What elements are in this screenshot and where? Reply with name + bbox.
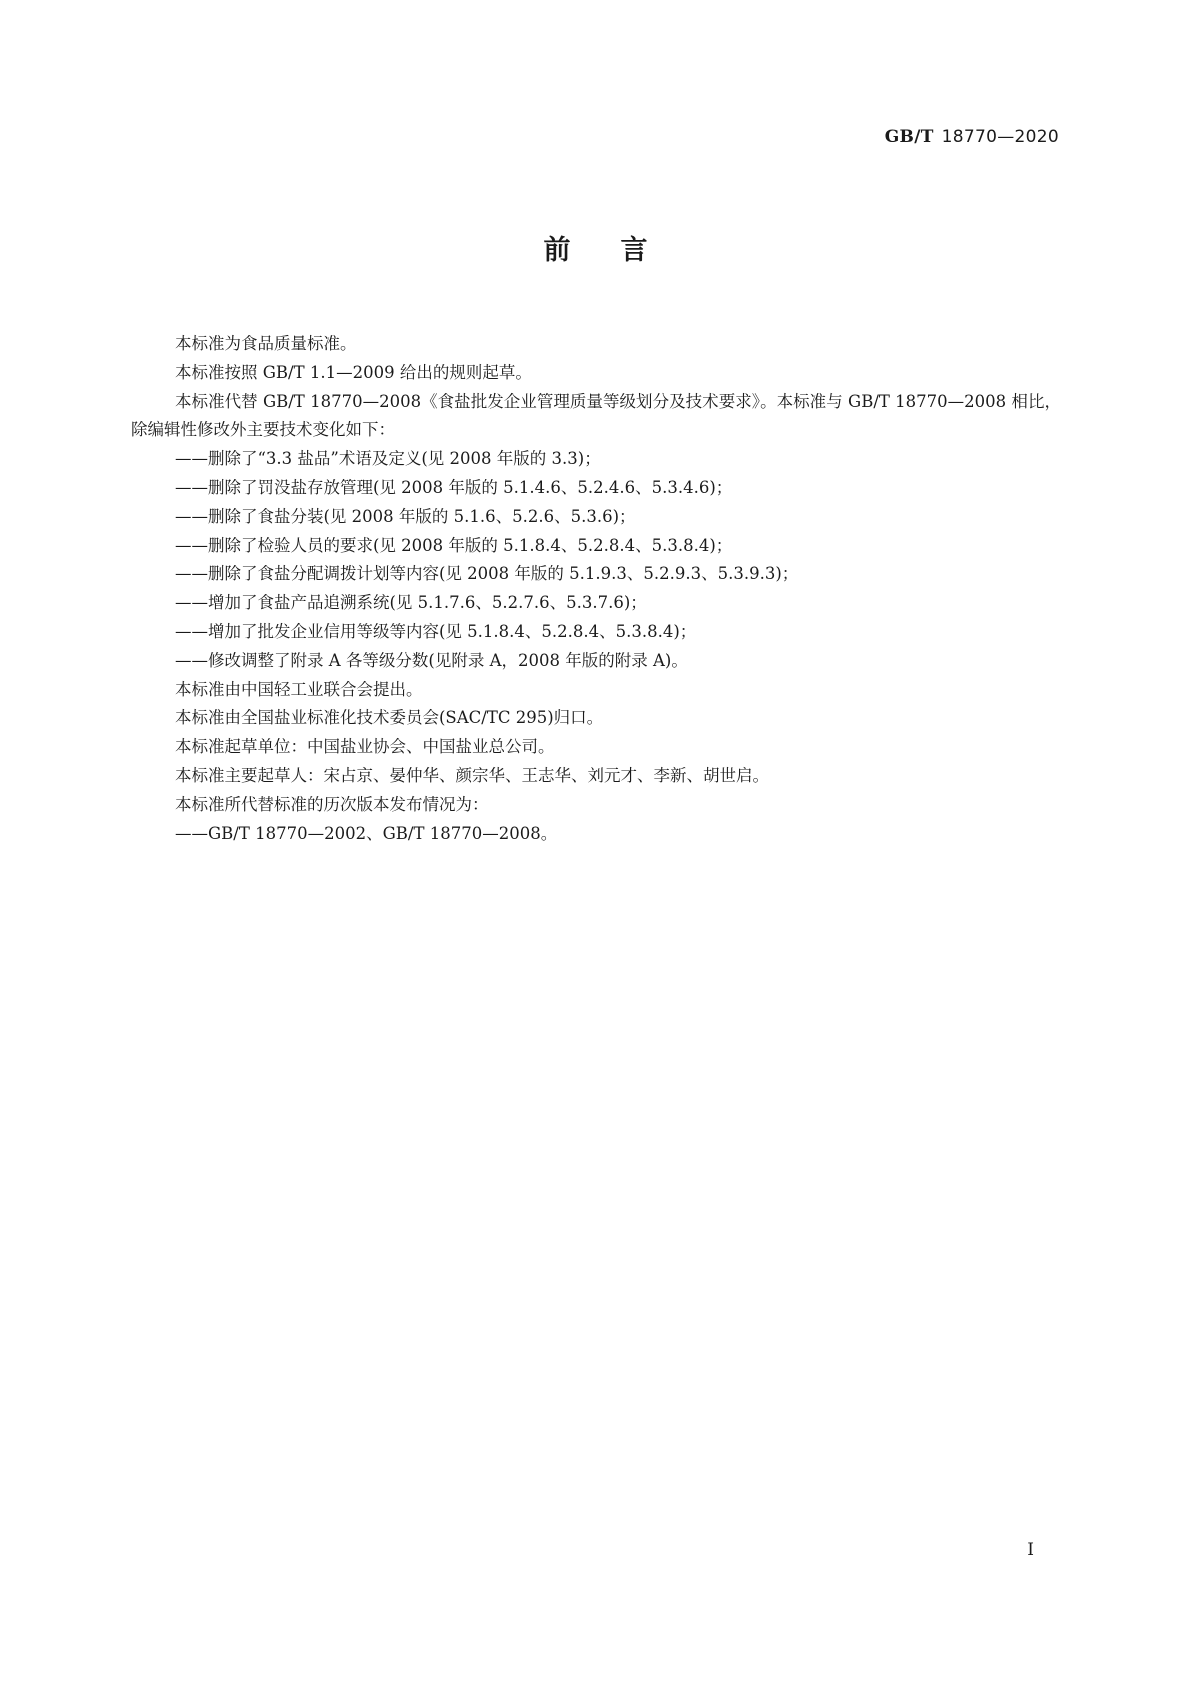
- paragraph: 本标准由全国盐业标准化技术委员会(SAC/TC 295)归口。: [175, 708, 604, 728]
- change-list-item: ——删除了“3.3 盐品”术语及定义(见 2008 年版的 3.3)；: [175, 449, 601, 469]
- standard-number-header: [885, 127, 1059, 147]
- standard-prefix: GB/T: [884, 127, 934, 147]
- page-number: I: [1027, 1540, 1034, 1560]
- change-list-item: ——增加了食盐产品追溯系统(见 5.1.7.6、5.2.7.6、5.3.7.6)；: [175, 593, 647, 613]
- paragraph: 本标准起草单位：中国盐业协会、中国盐业总公司。: [175, 737, 555, 757]
- page-title: 前言: [543, 235, 698, 266]
- standard-number: 18770—2020: [941, 127, 1059, 147]
- paragraph: 本标准按照 GB/T 1.1—2009 给出的规则起草。: [175, 362, 532, 382]
- paragraph: 本标准所代替标准的历次版本发布情况为：: [175, 794, 489, 814]
- change-list-item: ——删除了食盐分配调拨计划等内容(见 2008 年版的 5.1.9.3、5.2.9.3、5.3.9.3)；: [175, 564, 799, 584]
- paragraph: 本标准由中国轻工业联合会提出。: [175, 679, 423, 699]
- change-list-item: ——删除了食盐分装(见 2008 年版的 5.1.6、5.2.6、5.3.6)；: [175, 506, 636, 526]
- foreword-body: [131, 330, 1061, 848]
- change-list-item: ——删除了罚没盐存放管理(见 2008 年版的 5.1.4.6、5.2.4.6、5.3.4.6)；: [175, 477, 733, 497]
- history-list-item: ——GB/T 18770—2002、GB/T 18770—2008。: [175, 823, 558, 843]
- change-list-item: ——增加了批发企业信用等级等内容(见 5.1.8.4、5.2.8.4、5.3.8.4)；: [175, 621, 697, 641]
- paragraph: 本标准主要起草人：宋占京、晏仲华、颜宗华、王志华、刘元才、李新、胡世启。: [175, 765, 769, 785]
- paragraph: 本标准代替 GB/T 18770—2008《食盐批发企业管理质量等级划分及技术要求》。本标准与 GB/T 18770—2008 相比，除编辑性修改外主要技术变化如下：: [131, 391, 1061, 440]
- change-list-item: ——删除了检验人员的要求(见 2008 年版的 5.1.8.4、5.2.8.4、5.3.8.4)；: [175, 535, 733, 555]
- change-list-item: ——修改调整了附录 A 各等级分数(见附录 A，2008 年版的附录 A)。: [175, 650, 688, 670]
- paragraph: 本标准为食品质量标准。: [175, 334, 357, 353]
